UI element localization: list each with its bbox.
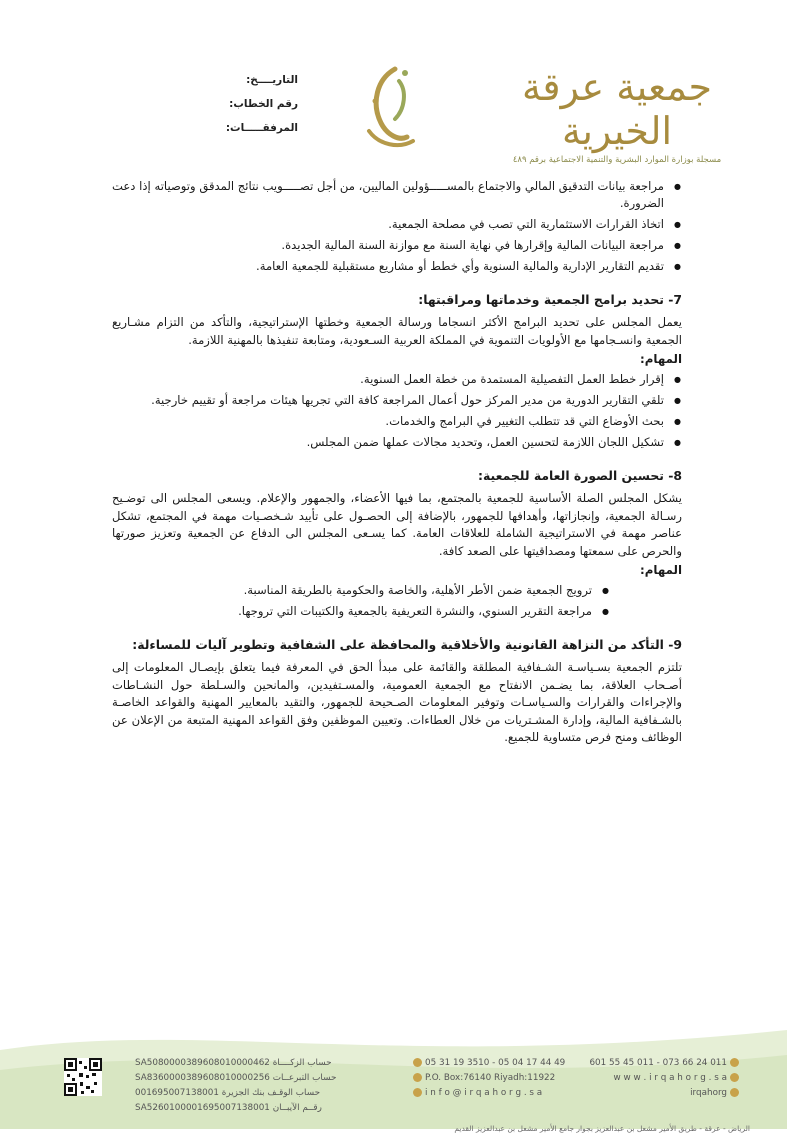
organization-logo bbox=[487, 65, 747, 165]
section-9-paragraph: تلتزم الجمعية بسـياسـة الشـفافية المطلقة والقائمة على مبدأ الحق في المعرفة فيما يتعلق بإيصـال المعلومات إلى أصـحاب العلاقة، بما يضـمن الانفتاح مع الجمعية العمومية، والمسـتفيدين، والمانحين والسـلطة حول النشـاطات والإجراءات والقرارات والسـياسـات وتوفير المعلومات الصـحيحة للجمهور، والتقيد بالمعايير المهنية والقواعد الخاصـة بالشـفافية المالية، وإدارة المشـتريات من خلال العطاءات. وتعيين الموظفين وفق القواعد المهنية المتبعة من الإعلان عن الوظائف ومنح فرص متساوية للجميع. bbox=[112, 660, 682, 744]
list-item: ● مراجعة البيانات المالية وإقرارها في نهاية السنة مع موازنة السنة المالية الجديدة. bbox=[112, 237, 664, 254]
qr-code-icon bbox=[64, 1058, 102, 1096]
list-item: ● تشكيل اللجان اللازمة لتحسين العمل، وتحديد مجالات عملها ضمن المجلس. bbox=[112, 434, 664, 451]
list-item: ● تقديم التقارير الإدارية والمالية السنوية وأي خطط أو مشاريع مستقبلية للجمعية العامة. bbox=[112, 258, 664, 275]
footer-contact-middle bbox=[410, 1056, 580, 1101]
footer-phones: 011 24 66 073 - 011 45 55 601 bbox=[527, 1056, 742, 1071]
mailbox-icon bbox=[413, 1073, 422, 1082]
date-label: التاريــــخ: bbox=[246, 74, 298, 86]
letterhead bbox=[0, 55, 787, 165]
footer-email[interactable]: i n f o @ i r q a h o r g . s a bbox=[410, 1086, 580, 1101]
list-item: ● إقرار خطط العمل التفصيلية المستمدة من خطة العمل السنوية. bbox=[112, 371, 664, 388]
footer-bank-accounts bbox=[135, 1056, 337, 1116]
section-8-title: 8- تحسين الصورة العامة للجمعية: bbox=[478, 468, 682, 483]
list-item: ● بحث الأوضاع التي قد تتطلب التغيير في البرامج والخدمات. bbox=[112, 413, 664, 430]
footer-website[interactable]: w w w . i r q a h o r g . s a bbox=[527, 1071, 742, 1086]
letter-footer bbox=[0, 1050, 787, 1133]
section-7-title: 7- تحديد برامج الجمعية وخدماتها ومراقبتها: bbox=[418, 292, 682, 307]
bank-account-row: SA5260100001695007138001 رقــم الآيبــان bbox=[135, 1103, 322, 1113]
section-8-paragraph: يشكل المجلس الصلة الأساسية للجمعية بالمجتمع، بما فيها الأعضاء، والجمهور والإعلام. ويسعى المجلس الى توضـيح رسـالة الجمعية، وإنجازاتها، وأهدافها للجمهور، بالإضافة إلى الحصـول على تأييد شـخصـيات مهمة في المجتمع، تشكل عناصر مهمة في الاستراتيجية الشاملة للعلاقات العامة. كما يسـعى المجلس الى الدفاع عن الجمعية وتعزيز صورتها والحرص على سمعتها ومصداقيتها على الصعد كافة. bbox=[112, 491, 682, 558]
footer-mobile: 05 31 19 3510 - 05 04 17 44 49 bbox=[410, 1056, 580, 1071]
emblem-icon bbox=[355, 61, 421, 153]
intro-bullet-list bbox=[112, 178, 682, 275]
list-item: ● مراجعة التقرير السنوي، والنشرة التعريفية بالجمعية والكتيبات التي تروجها. bbox=[112, 603, 592, 620]
section-8-task-list bbox=[112, 582, 682, 620]
list-item: ● ترويج الجمعية ضمن الأطر الأهلية، والخاصة والحكومية بالطريقة المناسبة. bbox=[112, 582, 592, 599]
section-7-paragraph: يعمل المجلس على تحديد البرامج الأكثر انسجاما ورسالة الجمعية وخطتها الإستراتيجية، والتأكد من التزام مشـاريع الجمعية وانسـجامها مع الأولويات التنموية في المملكة العربية السـعودية، ومتابعة تنفيذها بالمهنية اللازمة. bbox=[112, 315, 682, 347]
list-item: ● تلقي التقارير الدورية من مدير المركز حول أعمال المراجعة كافة التي تجريها هيئات مراجعة أو تقييم خارجية. bbox=[112, 392, 664, 409]
globe-icon bbox=[730, 1073, 739, 1082]
letter-number-label: رقم الخطاب: bbox=[229, 98, 298, 110]
section-7-task-list bbox=[112, 371, 682, 451]
section-7-tasks-label: المهام: bbox=[640, 352, 682, 366]
social-media-icon bbox=[730, 1088, 739, 1097]
attachments-label: المرفقـــــات: bbox=[225, 122, 298, 134]
email-icon bbox=[413, 1088, 422, 1097]
letter-meta bbox=[198, 73, 298, 145]
document-body bbox=[112, 178, 682, 749]
footer-social[interactable]: irqahorg bbox=[527, 1086, 742, 1101]
section-8-tasks-label: المهام: bbox=[640, 563, 682, 577]
bank-account-row: SA8360000389608010000256 حساب التبرعــات bbox=[135, 1073, 337, 1083]
mobile-icon bbox=[413, 1058, 422, 1067]
footer-address: الرياض - عرقة - طريق الأمير مشعل بن عبدالعزيز بجوار جامع الأمير مشعل بن عبدالعزيز القديم bbox=[454, 1124, 750, 1133]
section-9-title: 9- التأكد من النزاهة القانونية والأخلاقية والمحافظة على الشفافية وتطوير آليات للمساءلة: bbox=[132, 637, 682, 652]
bank-account-row: SA5080000389608010000462 حساب الزكــــاة bbox=[135, 1058, 332, 1068]
phone-icon bbox=[730, 1058, 739, 1067]
footer-pobox: P.O. Box:76140 Riyadh:11922 bbox=[410, 1071, 580, 1086]
list-item: ● اتخاذ القرارات الاستثمارية التي تصب في مصلحة الجمعية. bbox=[112, 216, 664, 233]
list-item: ● مراجعة بيانات التدقيق المالي والاجتماع بالمســـــؤولين الماليين، من أجل تصـــــويب نتائج المدقق وتوصياته إذا دعت الضرورة. bbox=[112, 178, 664, 212]
bank-account-row: 001695007138001 حساب الوقـف بنك الجزيرة bbox=[135, 1088, 321, 1098]
organization-name: جمعية عرقة الخيرية bbox=[522, 65, 712, 153]
organization-registration: مسجلة بوزارة الموارد البشرية والتنمية الاجتماعية برقم ٤٨٩ bbox=[512, 155, 722, 165]
